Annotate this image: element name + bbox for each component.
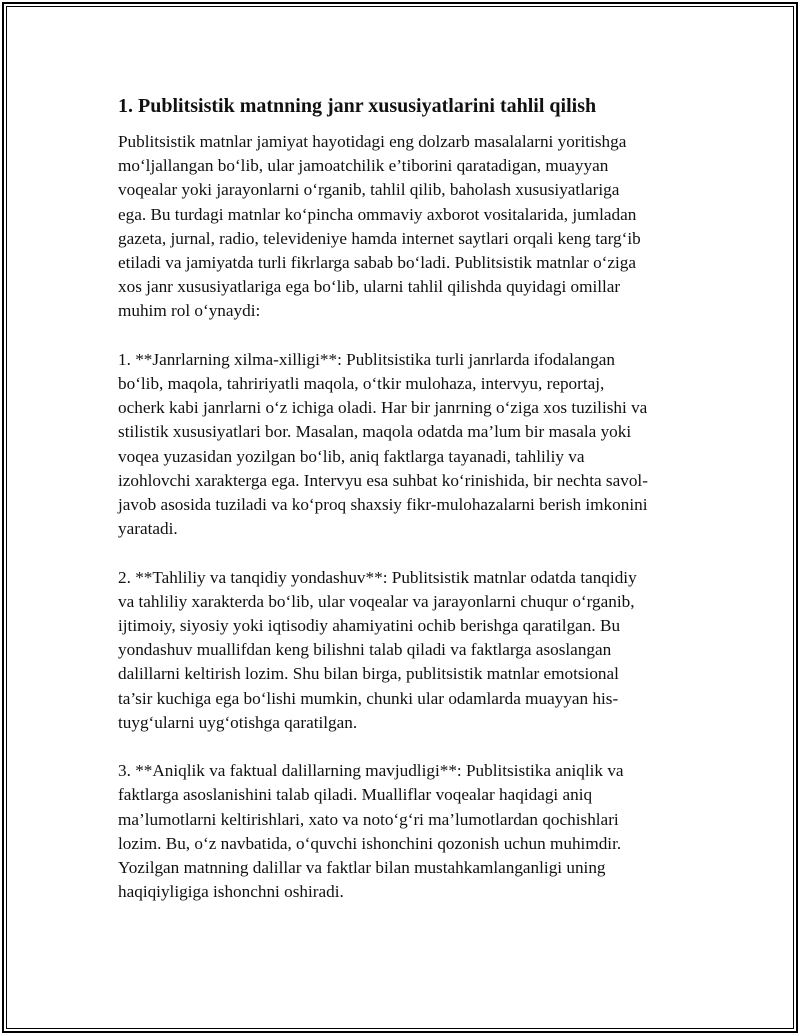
text-line: mo‘ljallangan bo‘lib, ular jamoatchilik e’tiborini qaratadigan, muayyan bbox=[118, 156, 609, 176]
text-line: ocherk kabi janrlarni o‘z ichiga oladi. Har bir janrning o‘ziga xos tuzilishi va bbox=[118, 398, 648, 418]
text-line: ega. Bu turdagi matnlar ko‘pincha ommaviy axborot vositalarida, jumladan bbox=[118, 204, 637, 224]
text-line: izohlovchi xarakterga ega. Intervyu esa suhbat ko‘rinishida, bir nechta savol- bbox=[118, 470, 648, 490]
text-line: ta’sir kuchiga ega bo‘lishi mumkin, chunki ular odamlarda muayyan his- bbox=[118, 688, 619, 708]
text-line: gazeta, jurnal, radio, televideniye hamda internet saytlari orqali keng targ‘ib bbox=[118, 228, 641, 248]
text-line: ma’lumotlarni keltirishlari, xato va noto‘g‘ri ma’lumotlardan qochishlari bbox=[118, 809, 619, 829]
text-line: etiladi va jamiyatda turli fikrlarga sabab bo‘ladi. Publitsistik matnlar o‘ziga bbox=[118, 253, 637, 273]
text-line: va tahliliy xarakterda bo‘lib, ular voqealar va jarayonlarni chuqur o‘rganib, bbox=[118, 591, 635, 611]
text-line: lozim. Bu, o‘z navbatida, o‘quvchi ishonchini qozonish uchun muhimdir. bbox=[118, 833, 622, 853]
paragraph-intro bbox=[118, 130, 693, 324]
text-line: stilistik xususiyatlari bor. Masalan, maqola odatda ma’lum bir masala yoki bbox=[118, 422, 632, 442]
paragraph-genre-diversity bbox=[118, 348, 693, 542]
text-line: bo‘lib, maqola, tahririyatli maqola, o‘tkir mulohaza, intervyu, reportaj, bbox=[118, 374, 605, 394]
text-line: faktlarga asoslanishini talab qiladi. Mualliflar voqealar haqidagi aniq bbox=[118, 785, 593, 805]
text-line: dalillarni keltirish lozim. Shu bilan birga, publitsistik matnlar emotsional bbox=[118, 664, 619, 684]
text-line: yondashuv muallifdan keng bilishni talab qiladi va faktlarga asoslangan bbox=[118, 640, 612, 660]
text-line: yaratadi. bbox=[118, 519, 178, 539]
text-line: 3. **Aniqlik va faktual dalillarning mavjudligi**: Publitsistika aniqlik va bbox=[118, 761, 624, 781]
document-page bbox=[118, 92, 693, 929]
text-line: 1. **Janrlarning xilma-xilligi**: Publitsistika turli janrlarda ifodalangan bbox=[118, 349, 615, 369]
paragraph-analytical-approach bbox=[118, 566, 693, 735]
text-line: Yozilgan matnning dalillar va faktlar bilan mustahkamlanganligi uning bbox=[118, 858, 606, 878]
text-line: 2. **Tahliliy va tanqidiy yondashuv**: Publitsistik matnlar odatda tanqidiy bbox=[118, 567, 637, 587]
paragraph-accuracy-facts bbox=[118, 759, 693, 904]
text-line: muhim rol o‘ynaydi: bbox=[118, 301, 261, 321]
text-line: xos janr xususiyatlariga ega bo‘lib, ularni tahlil qilishda quyidagi omillar bbox=[118, 277, 621, 297]
text-line: tuyg‘ularni uyg‘otishga qaratilgan. bbox=[118, 712, 358, 732]
document-title: 1. Publitsistik matnning janr xususiyatlarini tahlil qilish bbox=[118, 95, 597, 117]
text-line: haqiqiyligiga ishonchni oshiradi. bbox=[118, 882, 344, 902]
text-line: javob asosida tuziladi va ko‘proq shaxsiy fikr-mulohazalarni berish imkonini bbox=[118, 495, 648, 515]
text-line: voqea yuzasidan yozilgan bo‘lib, aniq faktlarga tayanadi, tahliliy va bbox=[118, 446, 585, 466]
text-line: ijtimoiy, siyosiy yoki iqtisodiy ahamiyatini ochib berishga qaratilgan. Bu bbox=[118, 616, 621, 636]
text-line: Publitsistik matnlar jamiyat hayotidagi eng dolzarb masalalarni yoritishga bbox=[118, 132, 627, 151]
text-line: voqealar yoki jarayonlarni o‘rganib, tahlil qilib, baholash xususiyatlariga bbox=[118, 180, 620, 200]
